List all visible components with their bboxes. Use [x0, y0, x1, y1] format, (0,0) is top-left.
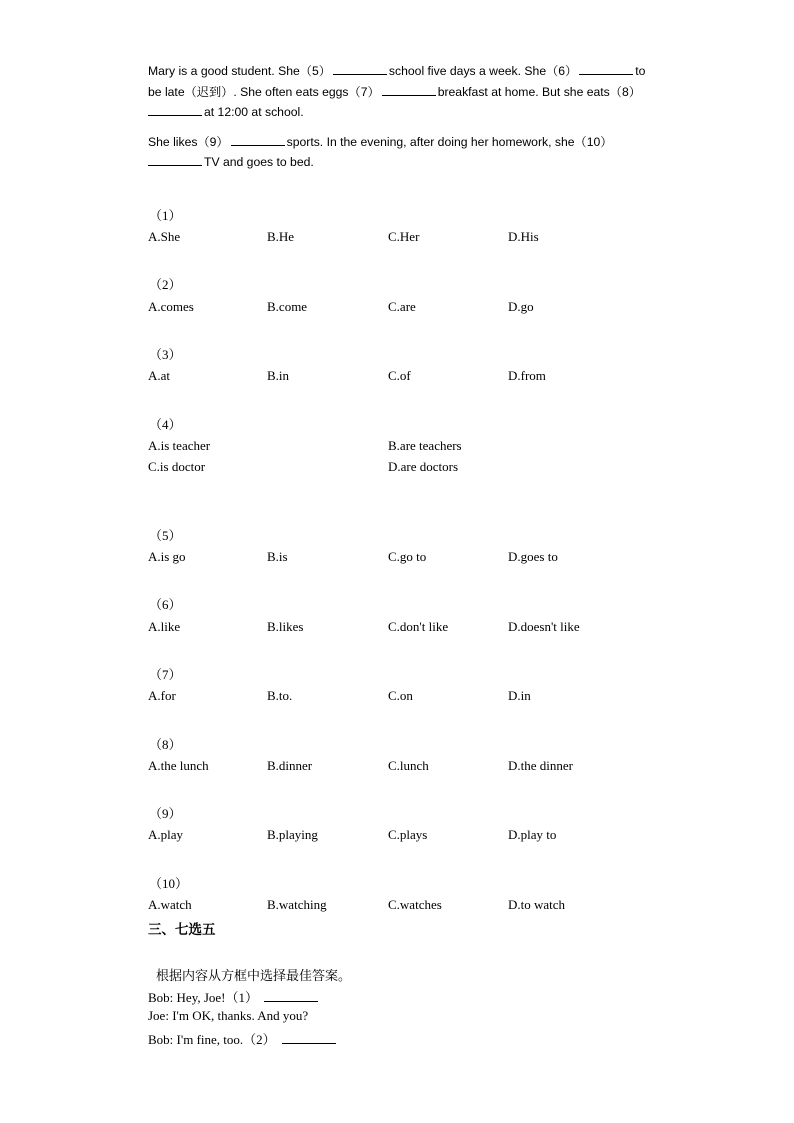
option-a[interactable]: A.She [148, 229, 181, 244]
question-number: （7） [149, 667, 182, 682]
option-b[interactable]: B.watching [267, 897, 327, 912]
option-d[interactable]: D.play to [508, 827, 557, 842]
option-a[interactable]: A.like [148, 619, 181, 634]
passage-line: TV and goes to bed. [148, 152, 678, 173]
section-instruction: 根据内容从方框中选择最佳答案。 [156, 968, 352, 983]
question-number: （3） [149, 347, 182, 362]
answer-blank[interactable] [282, 1031, 336, 1044]
answer-blank[interactable] [579, 62, 633, 75]
option-b[interactable]: B.dinner [267, 758, 313, 773]
dialogue-line: Bob: Hey, Joe!（1） [148, 987, 320, 1006]
question-number: （8） [149, 737, 182, 752]
passage-line: She likes（9） sports. In the evening, after doing her homework, she（10） [148, 134, 613, 149]
passage-line: be late（迟到）. She often eats eggs（7） breakfast at home. But she eats（8） [148, 84, 641, 99]
answer-blank[interactable] [148, 103, 202, 116]
question-number: （1） [149, 208, 182, 223]
dialogue-line: Joe: I'm OK, thanks. And you? [148, 1008, 309, 1023]
question-number: （2） [149, 277, 182, 292]
option-d[interactable]: D.doesn't like [508, 619, 580, 634]
option-a[interactable]: A.play [148, 827, 184, 842]
option-b[interactable]: B.is [267, 549, 288, 564]
question-number: （4） [149, 417, 182, 432]
option-a[interactable]: A.comes [148, 299, 194, 314]
question-number: （9） [149, 806, 182, 821]
answer-blank[interactable] [231, 133, 285, 146]
answer-blank[interactable] [333, 62, 387, 75]
option-b[interactable]: B.to. [267, 688, 293, 703]
answer-blank[interactable] [264, 989, 318, 1002]
passage-line: at 12:00 at school. [148, 102, 678, 123]
dialogue-line: Bob: I'm fine, too.（2） [148, 1029, 338, 1048]
option-d[interactable]: D.go [508, 299, 534, 314]
option-a[interactable]: A.the lunch [148, 758, 209, 773]
option-b[interactable]: B.are teachers [388, 438, 462, 453]
option-a[interactable]: A.for [148, 688, 176, 703]
option-d[interactable]: D.from [508, 368, 546, 383]
option-b[interactable]: B.come [267, 299, 308, 314]
answer-blank[interactable] [148, 153, 202, 166]
answer-blank[interactable] [382, 83, 436, 96]
option-c[interactable]: C.lunch [388, 758, 429, 773]
option-b[interactable]: B.playing [267, 827, 318, 842]
option-b[interactable]: B.in [267, 368, 290, 383]
question-number: （10） [149, 876, 189, 891]
option-d[interactable]: D.are doctors [388, 459, 459, 474]
option-a[interactable]: A.is teacher [148, 438, 211, 453]
option-c[interactable]: C.don't like [388, 619, 449, 634]
option-d[interactable]: D.to watch [508, 897, 566, 912]
option-a[interactable]: A.watch [148, 897, 192, 912]
option-a[interactable]: A.is go [148, 549, 186, 564]
section-title: 三、七选五 [148, 922, 216, 937]
option-b[interactable]: B.likes [267, 619, 304, 634]
option-c[interactable]: C.go to [388, 549, 427, 564]
option-c[interactable]: C.on [388, 688, 413, 703]
option-c[interactable]: C.are [388, 299, 416, 314]
option-b[interactable]: B.He [267, 229, 295, 244]
passage-line: Mary is a good student. She（5） school five days a week. She（6） to [148, 64, 646, 78]
option-d[interactable]: D.His [508, 229, 539, 244]
option-d[interactable]: D.goes to [508, 549, 558, 564]
option-d[interactable]: D.in [508, 688, 531, 703]
option-c[interactable]: C.Her [388, 229, 420, 244]
option-c[interactable]: C.plays [388, 827, 428, 842]
option-c[interactable]: C.watches [388, 897, 442, 912]
option-c[interactable]: C.of [388, 368, 411, 383]
option-c[interactable]: C.is doctor [148, 459, 206, 474]
option-a[interactable]: A.at [148, 368, 171, 383]
question-number: （5） [149, 528, 182, 543]
reading-passage [148, 61, 678, 173]
option-d[interactable]: D.the dinner [508, 758, 573, 773]
question-number: （6） [149, 597, 182, 612]
